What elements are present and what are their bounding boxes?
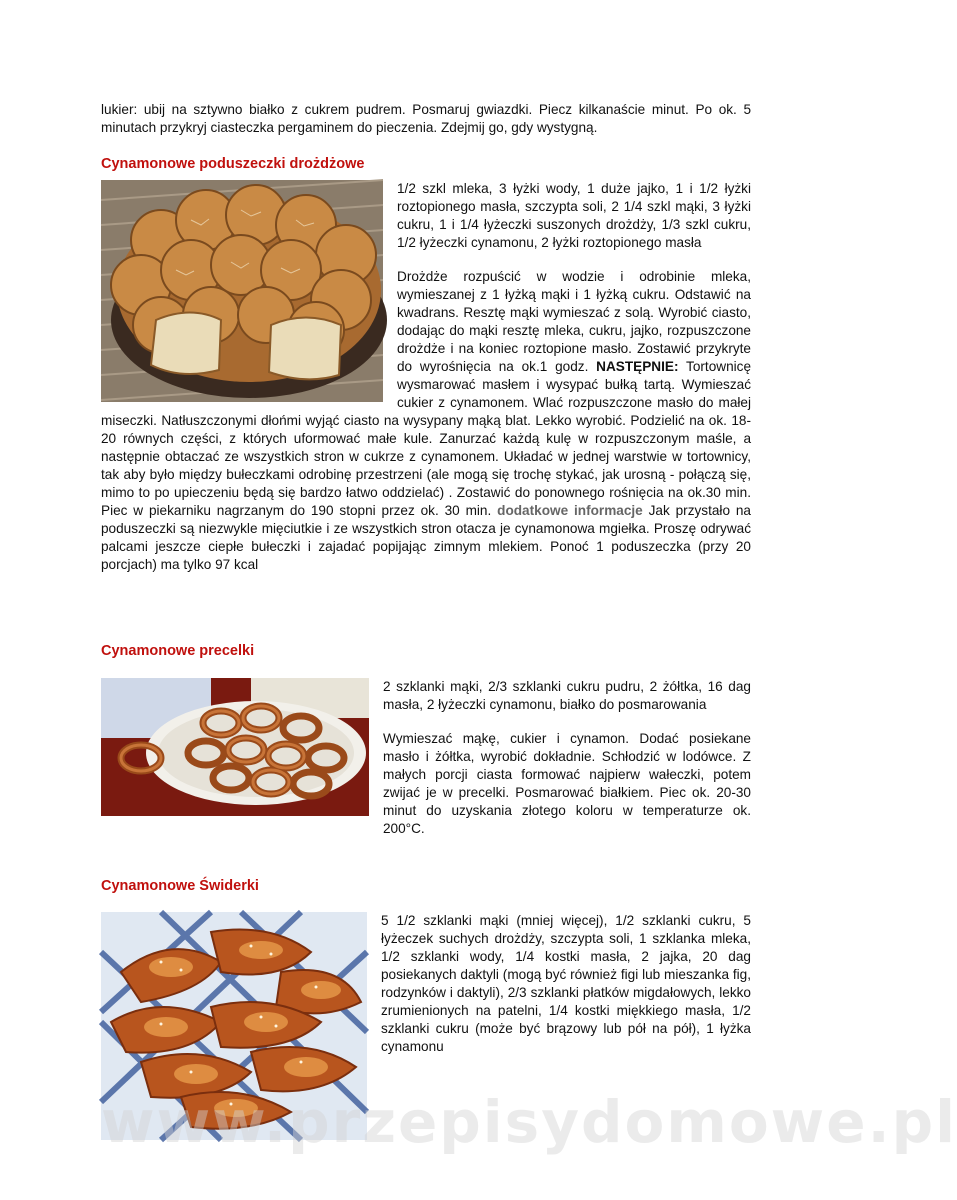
section-title-swiderki: Cynamonowe Świderki [101, 878, 259, 894]
method-poduszeczki-part1: Drożdże rozpuścić w wodzie i odrobinie mleka, wymieszanej z 1 łyżką mąki i 1 łyżką cukru. Odstawić na kwadrans. Resztę mąki wymieszać z solą. Wyrobić ciasto, dodając do mąki resztę mleka, cukru, jajko, rozpuszczone drożdże i na koniec roztopione masło. Zostawić przykryte do wyrośnięcia na ok.1 godz. [397, 269, 751, 374]
pretzels-photo [101, 678, 369, 816]
method-poduszeczki-part2: Tortownicę wysmarować masłem i wysypać bułką tartą. Wymieszać cukier z cynamonem. Wlać rozpuszczone masło do małej miseczki. Natłuszczonymi dłońmi wyjąć ciasto na wysypany mąką blat. Lekko wyrobić. Podzielić na ok. 18-20 równych części, z których uformować małe kule. Zanurzać każdą kulę w rozpuszczonym maśle, a następnie obtaczać ze wszystkich stron w cukrze z cynamonem. Układać w jednej warstwie w tortownicy, tak aby było między bułeczkami odrobinę przestrzeni (ale mogą się trochę stykać, jak urosną - połączą się, mimo to po upieczeniu będą się bardzo łatwo oddzielać) . Zostawić do ponownego rośnięcia na ok.30 min. Piec w piekarniku nagrzanym do 190 stopni przez ok. 30 min. [101, 359, 752, 518]
ingredients-precelki: 2 szklanki mąki, 2/3 szklanki cukru pudru, 2 żółtka, 16 dag masła, 2 łyżeczki cynamonu, białko do posmarowania [383, 679, 751, 712]
ingredients-swiderki: 5 1/2 szklanki mąki (mniej więcej), 1/2 szklanki cukru, 5 łyżeczek suchych drożdży, szczypta soli, 1 szklanka mleka, 1/2 szklanki wody, 1/4 kostki masła, 2 jajka, 20 dag posiekanych daktyli (mogą być również figi lub mieszanka fig, rodzynków i daktyli), 2/3 szklanki płatków migdałowych, lekko zrumienionych na patelni, 1/4 kostki miękkiego masła, 1/2 szklanki cukru (może być brązowy lub pół na pół), 1 łyżka cynamonu [381, 913, 751, 1054]
method-poduszeczki-part3: Jak przystało na poduszeczki są niezwykle mięciutkie i ze wszystkich stron otacza je cynamonowa mgiełka. Proszę odrywać palcami jeszcze ciepłe bułeczki i zajadać popijając zimnym mlekiem. Ponoć 1 poduszeczka (przy 20 porcjach) ma tylko 97 kcal [101, 503, 751, 572]
next-label: NASTĘPNIE: [596, 359, 679, 374]
section-title-precelki: Cynamonowe precelki [101, 643, 255, 659]
ingredients-poduszeczki: 1/2 szkl mleka, 3 łyżki wody, 1 duże jajko, 1 i 1/2 łyżki roztopionego masła, szczypta soli, 2 1/4 szkl mąki, 3 łyżki cukru, 1 i 1/4 łyżeczki suszonych drożdży, 1/3 szkl cukru, 1/2 łyżeczki cynamonu, 2 łyżki roztopionego masła [397, 181, 751, 250]
section-poduszeczki [101, 180, 751, 574]
section-title-poduszeczki: Cynamonowe poduszeczki drożdżowe [101, 156, 365, 172]
method-precelki: Wymieszać mąkę, cukier i cynamon. Dodać posiekane masło i żółtka, wyrobić dokładnie. Schłodzić w lodówce. Z małych porcji ciasta formować najpierw wałeczki, potem zwijać je w precelki. Posmarować białkiem. Piec ok. 20-30 minut do uzyskania złotego koloru w temperaturze ok. 200°C. [383, 731, 751, 836]
site-watermark: www.przepisydomowe.pl [101, 1088, 957, 1156]
additional-info-link[interactable]: dodatkowe informacje [497, 503, 643, 518]
bread-photo [101, 180, 383, 402]
section-precelki [101, 678, 751, 838]
intro-paragraph: lukier: ubij na sztywno białko z cukrem pudrem. Posmaruj gwiazdki. Piecz kilkanaście minut. Po ok. 5 minutach przykryj ciasteczka pergaminem do pieczenia. Zdejmij go, gdy wystygną. [101, 102, 751, 135]
